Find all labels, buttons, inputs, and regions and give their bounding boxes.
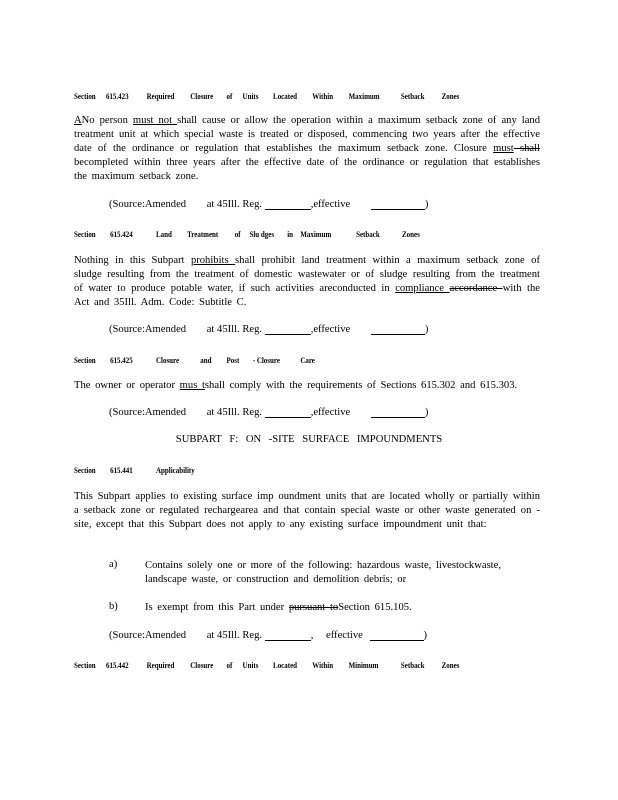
text-run: Nothing in this Subpart [74,255,191,266]
text-run: losure [460,143,494,154]
text-run: No person [81,115,133,126]
section-615-424-text [74,254,540,310]
text-run: shall prohibit land treatment within a maximum setback zone of sludge resulting from the treatment of domestic wastewater or of sludge resulting from the treatment of water to produce potable water, if such activities areconducted in [74,255,541,294]
text-run: shall comply with the requirements of Sections 615.302 and 615.303. [204,380,518,391]
heading-word: Located [273,91,298,101]
inserted-text: compliance [395,283,450,294]
heading-word: Setback [400,660,425,670]
section-label: Section [74,465,96,475]
heading-word: Maximum [300,229,332,239]
source-label: (Source:Amended [109,630,187,641]
source-label: (Source:Amended [109,324,187,335]
section-heading-615-442 [74,660,459,670]
heading-word: Applicability [156,465,195,475]
heading-word: of [226,660,233,670]
heading-word: in [287,229,294,239]
deleted-text: accordance [449,283,503,294]
section-615-425-text [74,379,540,393]
heading-word: Units [242,660,259,670]
deleted-text: shall [513,143,540,154]
blank-line [265,198,311,210]
text-run: The owner or operator [74,380,180,391]
heading-word: Land [156,229,172,239]
section-615-441-text: This Subpart applies to existing surface imp oundment units that are located wholly or partially within a setback zone or regulated rechargearea and that contain special waste or other waste generated on -site, except that this Subpart does not apply to any existing surface impoundment unit that: [74,491,540,530]
section-number: 615.423 [105,91,129,101]
heading-word: Zones [441,91,460,101]
subpart-title: SUBPART F: ON -SITE SURFACE IMPOUNDMENTS [175,434,443,445]
heading-word: Closure [190,91,214,101]
text-run: Section 615.105. [338,602,412,613]
heading-word: Care [300,355,315,365]
section-number: 615.442 [105,660,129,670]
source-effective: ,effective [310,407,351,418]
heading-word: of [226,91,233,101]
item-a-text: Contains solely one or more of the following: hazardous waste, livestockwaste, landscape waste, or construction and demolition debris; or [145,560,501,585]
source-note [109,629,427,641]
section-label: Section [74,355,96,365]
source-effective: ,effective [310,324,351,335]
deleted-text: pursuant to [288,602,339,613]
heading-word: Zones [402,229,420,239]
heading-word: Minimum [348,660,379,670]
heading-word: Maximum [348,91,380,101]
heading-word: Within [312,91,334,101]
inserted-text: prohibits [190,255,236,266]
item-b-label: b) [109,601,118,612]
inserted-text: A [74,115,82,126]
blank-line [265,406,311,418]
blank-line [265,629,311,641]
section-heading-615-423 [74,91,459,101]
text-run: Is exempt from this Part under [145,602,289,613]
heading-word: Setback [400,91,425,101]
source-reg: at 45Ill. Reg. [206,407,263,418]
source-close: ) [424,199,429,210]
text-run: becompleted within three years after the effective date of the ordinance or regulation that establishes the maximum setback zone. [74,157,540,182]
section-615-423-text [74,114,540,184]
heading-word: Setback [356,229,380,239]
inserted-text: mus t [179,380,205,391]
source-note [109,406,428,418]
source-note [109,198,428,210]
source-reg: at 45Ill. Reg. [206,324,263,335]
source-comma: , [310,630,314,641]
source-note [109,323,428,335]
heading-word: Zones [441,660,460,670]
heading-word: Units [242,91,259,101]
blank-line [370,629,424,641]
heading-word: Post [226,355,240,365]
source-close: ) [424,407,429,418]
heading-word: of [234,229,241,239]
inserted-text: must not [132,115,178,126]
blank-line [371,406,425,418]
section-label: Section [74,91,96,101]
source-effective: ,effective [310,199,351,210]
source-close: ) [423,630,428,641]
source-reg: at 45Ill. Reg. [206,199,263,210]
heading-word: and [200,355,212,365]
blank-line [371,323,425,335]
section-heading-615-441 [74,465,459,475]
heading-word: Closure [156,355,180,365]
source-label: (Source:Amended [109,407,187,418]
heading-word: Required [146,660,175,670]
heading-word: Closure [190,660,214,670]
blank-line [371,198,425,210]
inserted-text: must [493,143,514,154]
source-label: (Source:Amended [109,199,187,210]
item-a-label: a) [109,559,118,570]
heading-word: - Closure [252,355,280,365]
source-effective: effective [326,630,363,641]
source-close: ) [424,324,429,335]
heading-word: Treatment [187,229,219,239]
section-heading-615-425 [74,355,459,365]
section-number: 615.425 [110,355,133,365]
text-run: with the Act and 35Ill. Adm. Code: Subtitle C. [74,283,540,308]
heading-word: Slu dges [249,229,275,239]
heading-word: Required [146,91,175,101]
section-label: Section [74,229,96,239]
blank-line [265,323,311,335]
section-number: 615.441 [110,465,133,475]
section-label: Section [74,660,96,670]
source-reg: at 45Ill. Reg. [206,630,263,641]
heading-word: Located [273,660,298,670]
item-b-text [145,601,525,615]
section-heading-615-424 [74,229,459,239]
heading-word: Within [312,660,334,670]
section-number: 615.424 [110,229,133,239]
text-run: shall cause or allow the operation within a maximum setback zone of any land treatment unit at which special waste is treated or disposed, commencing two years after the effective date of the ordinance or regulation that establishes the maximum setback zone. C [74,115,541,154]
